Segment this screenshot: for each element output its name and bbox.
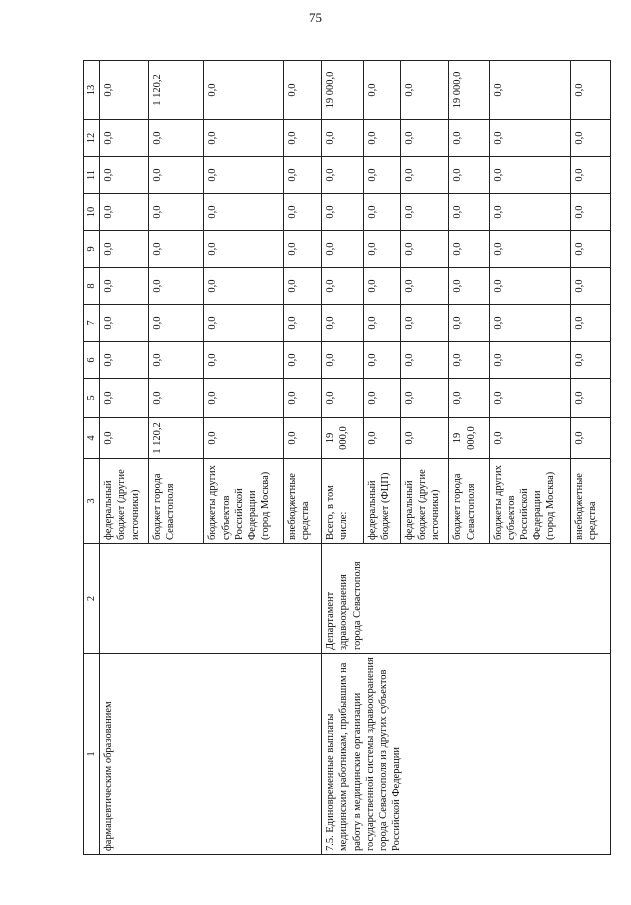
amount-cell: 0,0 — [489, 231, 570, 268]
amount-cell: 0,0 — [570, 379, 610, 418]
amount-cell: 0,0 — [148, 379, 204, 418]
header-cell: 4 — [84, 418, 100, 459]
amount-cell: 0,0 — [284, 231, 322, 268]
amount-cell: 0,0 — [284, 268, 322, 305]
amount-cell: 0,0 — [204, 157, 284, 194]
amount-cell: 19 000,0 — [322, 418, 363, 459]
amount-cell: 0,0 — [204, 120, 284, 157]
header-cell: 6 — [84, 342, 100, 379]
table-row — [100, 61, 148, 855]
amount-cell: 0,0 — [400, 342, 448, 379]
header-cell: 2 — [84, 544, 100, 654]
amount-cell: 0,0 — [489, 379, 570, 418]
amount-cell: 0,0 — [400, 157, 448, 194]
amount-cell: 0,0 — [489, 120, 570, 157]
amount-cell: 0,0 — [570, 61, 610, 120]
amount-cell: 1 120,2 — [148, 418, 204, 459]
funding-source-cell: бюджет города Севастополя — [148, 459, 204, 544]
amount-cell: 0,0 — [284, 379, 322, 418]
amount-cell: 0,0 — [284, 157, 322, 194]
header-cell: 10 — [84, 194, 100, 231]
header-cell: 12 — [84, 120, 100, 157]
amount-cell: 0,0 — [322, 379, 363, 418]
executor-cell: Департамент здравоохранения города Севастополя — [322, 544, 611, 654]
amount-cell: 0,0 — [284, 194, 322, 231]
amount-cell: 0,0 — [400, 120, 448, 157]
header-cell: 11 — [84, 157, 100, 194]
amount-cell: 0,0 — [284, 120, 322, 157]
amount-cell: 0,0 — [100, 305, 148, 342]
funding-source-cell: федеральный бюджет (другие источники) — [100, 459, 148, 544]
amount-cell: 0,0 — [449, 305, 489, 342]
amount-cell: 19 000,0 — [449, 418, 489, 459]
amount-cell: 0,0 — [449, 231, 489, 268]
amount-cell: 0,0 — [449, 268, 489, 305]
funding-source-cell: федеральный бюджет (другие источники) — [400, 459, 448, 544]
amount-cell: 19 000,0 — [322, 61, 363, 120]
amount-cell: 0,0 — [400, 231, 448, 268]
amount-cell: 0,0 — [400, 379, 448, 418]
amount-cell: 0,0 — [284, 305, 322, 342]
amount-cell: 0,0 — [570, 194, 610, 231]
amount-cell: 0,0 — [284, 61, 322, 120]
amount-cell: 0,0 — [284, 342, 322, 379]
amount-cell: 0,0 — [363, 342, 400, 379]
amount-cell: 0,0 — [148, 342, 204, 379]
amount-cell: 0,0 — [400, 61, 448, 120]
amount-cell: 0,0 — [489, 342, 570, 379]
amount-cell: 0,0 — [363, 61, 400, 120]
funding-source-cell: бюджеты других субъектов Российской Федерации (город Москва) — [204, 459, 284, 544]
amount-cell: 0,0 — [322, 342, 363, 379]
funding-source-cell: бюджет города Севастополя — [449, 459, 489, 544]
amount-cell: 0,0 — [100, 342, 148, 379]
header-cell: 13 — [84, 61, 100, 120]
amount-cell: 0,0 — [363, 268, 400, 305]
amount-cell: 0,0 — [204, 418, 284, 459]
amount-cell: 0,0 — [322, 120, 363, 157]
executor-cell — [100, 544, 322, 654]
amount-cell: 0,0 — [148, 120, 204, 157]
funding-source-cell: внебюджетные средства — [284, 459, 322, 544]
amount-cell: 0,0 — [400, 194, 448, 231]
amount-cell: 0,0 — [204, 268, 284, 305]
amount-cell: 0,0 — [148, 268, 204, 305]
amount-cell: 0,0 — [204, 305, 284, 342]
amount-cell: 0,0 — [204, 342, 284, 379]
amount-cell: 0,0 — [400, 418, 448, 459]
funding-source-cell: Всего, в том числе: — [322, 459, 363, 544]
amount-cell: 0,0 — [570, 418, 610, 459]
header-cell: 7 — [84, 305, 100, 342]
amount-cell: 0,0 — [449, 194, 489, 231]
amount-cell: 0,0 — [322, 305, 363, 342]
amount-cell: 1 120,2 — [148, 61, 204, 120]
amount-cell: 0,0 — [363, 418, 400, 459]
amount-cell: 0,0 — [204, 61, 284, 120]
amount-cell: 0,0 — [100, 61, 148, 120]
header-row — [84, 61, 100, 855]
amount-cell: 0,0 — [449, 157, 489, 194]
measure-name-cell: фармацевтическим образованием — [100, 654, 322, 855]
amount-cell: 0,0 — [100, 231, 148, 268]
header-cell: 9 — [84, 231, 100, 268]
amount-cell: 0,0 — [100, 379, 148, 418]
amount-cell: 0,0 — [489, 418, 570, 459]
amount-cell: 0,0 — [489, 268, 570, 305]
amount-cell: 0,0 — [322, 268, 363, 305]
amount-cell: 0,0 — [489, 61, 570, 120]
funding-source-cell: внебюджетные средства — [570, 459, 610, 544]
header-cell: 8 — [84, 268, 100, 305]
amount-cell: 0,0 — [100, 268, 148, 305]
amount-cell: 0,0 — [449, 379, 489, 418]
rotated-table-wrapper — [83, 61, 611, 855]
amount-cell: 0,0 — [100, 157, 148, 194]
funding-source-cell: федеральный бюджет (ФЦП) — [363, 459, 400, 544]
header-cell: 1 — [84, 654, 100, 855]
amount-cell: 0,0 — [204, 194, 284, 231]
amount-cell: 0,0 — [363, 120, 400, 157]
table-row — [322, 61, 363, 855]
measure-name-cell: 7.5. Единовременные выплаты медицинским работникам, прибывшим на работу в медицинские организации государственной системы здравоохранения города Севастополя из других субъектов Российской Федерации — [322, 654, 611, 855]
amount-cell: 0,0 — [570, 268, 610, 305]
header-cell: 5 — [84, 379, 100, 418]
amount-cell: 0,0 — [363, 194, 400, 231]
amount-cell: 0,0 — [400, 305, 448, 342]
amount-cell: 0,0 — [489, 194, 570, 231]
amount-cell: 0,0 — [100, 418, 148, 459]
amount-cell: 0,0 — [100, 120, 148, 157]
amount-cell: 0,0 — [148, 157, 204, 194]
amount-cell: 0,0 — [449, 342, 489, 379]
header-cell: 3 — [84, 459, 100, 544]
amount-cell: 0,0 — [570, 305, 610, 342]
amount-cell: 19 000,0 — [449, 61, 489, 120]
amount-cell: 0,0 — [148, 305, 204, 342]
budget-table — [83, 60, 611, 855]
amount-cell: 0,0 — [148, 194, 204, 231]
amount-cell: 0,0 — [400, 268, 448, 305]
page-number: 75 — [309, 10, 322, 25]
amount-cell: 0,0 — [363, 379, 400, 418]
amount-cell: 0,0 — [363, 231, 400, 268]
amount-cell: 0,0 — [570, 157, 610, 194]
amount-cell: 0,0 — [489, 157, 570, 194]
amount-cell: 0,0 — [570, 120, 610, 157]
amount-cell: 0,0 — [100, 194, 148, 231]
amount-cell: 0,0 — [322, 194, 363, 231]
amount-cell: 0,0 — [449, 120, 489, 157]
amount-cell: 0,0 — [284, 418, 322, 459]
amount-cell: 0,0 — [204, 379, 284, 418]
funding-source-cell: бюджеты других субъектов Российской Федерации (город Москва) — [489, 459, 570, 544]
amount-cell: 0,0 — [489, 305, 570, 342]
amount-cell: 0,0 — [322, 157, 363, 194]
amount-cell: 0,0 — [570, 342, 610, 379]
amount-cell: 0,0 — [322, 231, 363, 268]
amount-cell: 0,0 — [363, 157, 400, 194]
amount-cell: 0,0 — [363, 305, 400, 342]
amount-cell: 0,0 — [148, 231, 204, 268]
amount-cell: 0,0 — [570, 231, 610, 268]
amount-cell: 0,0 — [204, 231, 284, 268]
